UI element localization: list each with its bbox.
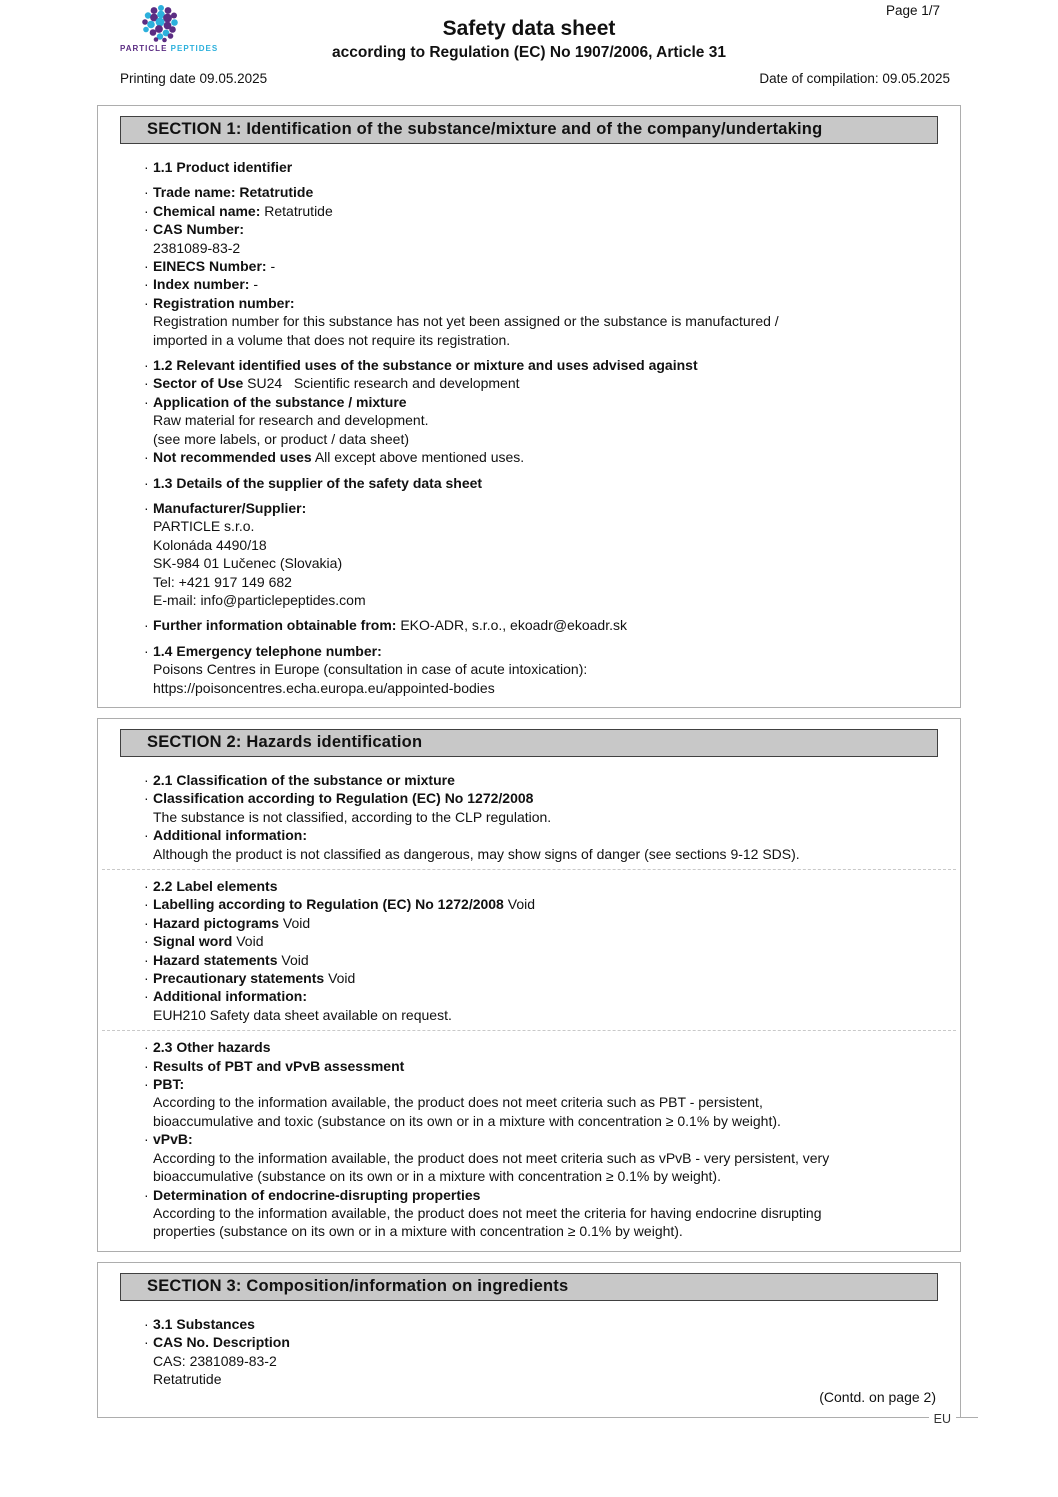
bold-label: CAS No. Description <box>153 1334 290 1351</box>
text-line <box>144 1112 936 1130</box>
value-text: Kolonáda 4490/18 <box>153 536 267 553</box>
text-line <box>144 1333 936 1351</box>
text-line <box>144 275 936 293</box>
text-line <box>144 220 936 238</box>
bullet-dot: · <box>144 951 149 968</box>
value-text: Retatrutide <box>153 1370 222 1387</box>
section-header: SECTION 2: Hazards identification <box>120 729 938 757</box>
value-text: All except above mentioned uses. <box>311 449 525 466</box>
text-line <box>144 1370 936 1388</box>
text-line <box>144 895 936 913</box>
bullet-dot: · <box>144 771 149 788</box>
bullet-dot: · <box>144 184 149 201</box>
bullet-dot: · <box>144 1057 149 1074</box>
bullet-dot: · <box>144 276 149 293</box>
bold-label: Labelling according to Regulation (EC) No 1272/2008 <box>153 896 504 913</box>
value-text: According to the information available, the product does not meet criteria such as vPvB - very persistent, very <box>153 1149 830 1166</box>
value-text: EUH210 Safety data sheet available on request. <box>153 1006 452 1023</box>
text-line <box>144 430 936 448</box>
value-text: https://poisoncentres.echa.europa.eu/appointed-bodies <box>153 679 495 696</box>
text-line <box>144 877 936 895</box>
value-text: 2381089-83-2 <box>153 239 241 256</box>
value-text: Poisons Centres in Europe (consultation in case of acute intoxication): <box>153 661 588 678</box>
text-line <box>144 845 936 863</box>
text-line <box>144 808 936 826</box>
document-title-block <box>0 17 1058 62</box>
value-text: - <box>249 276 259 293</box>
text-line <box>144 331 936 349</box>
bullet-dot: · <box>144 1315 149 1332</box>
text-block <box>144 1038 936 1240</box>
bold-label: vPvB: <box>153 1131 193 1148</box>
bold-label: 3.1 Substances <box>153 1315 255 1332</box>
bold-label: Signal word <box>153 933 233 950</box>
text-line <box>144 1149 936 1167</box>
bold-label: Additional information: <box>153 827 307 844</box>
bullet-dot: · <box>144 474 149 491</box>
bold-label: Manufacturer/Supplier: <box>153 499 307 516</box>
bullet-dot: · <box>144 617 149 634</box>
section-box <box>97 1262 961 1426</box>
dates-row <box>120 71 950 86</box>
document-subtitle: according to Regulation (EC) No 1907/2006, Article 31 <box>332 44 726 61</box>
text-line <box>144 573 936 591</box>
text-line <box>144 1315 936 1333</box>
bold-label: PBT: <box>153 1076 185 1093</box>
bullet-dot: · <box>144 221 149 238</box>
value-text: (Contd. on page 2) <box>819 1389 936 1406</box>
bold-label: 1.4 Emergency telephone number: <box>153 642 382 659</box>
value-text: Void <box>503 896 535 913</box>
value-text: E-mail: info@particlepeptides.com <box>153 591 366 608</box>
bold-label: 1.1 Product identifier <box>153 159 293 175</box>
text-line <box>144 591 936 609</box>
text-line <box>144 411 936 429</box>
bullet-dot: · <box>144 1131 149 1148</box>
text-block <box>144 158 936 176</box>
compilation-date-label: Date of compilation: 09.05.2025 <box>759 71 950 86</box>
text-line <box>144 257 936 275</box>
bold-label: Chemical name: <box>153 202 261 219</box>
printing-date-label: Printing date 09.05.2025 <box>120 71 268 86</box>
text-line <box>144 1075 936 1093</box>
text-line <box>144 1093 936 1111</box>
bold-label: Classification according to Regulation (EC) No 1272/2008 <box>153 790 534 807</box>
bullet-dot: · <box>144 159 149 175</box>
logo-word-peptides: PEPTIDES <box>170 44 219 53</box>
section-box <box>97 105 961 708</box>
page-number-label: Page 1/7 <box>885 3 940 18</box>
footer-rule-extension <box>960 1417 978 1418</box>
bold-label: 1.2 Relevant identified uses of the substance or mixture and uses advised against <box>153 357 698 374</box>
value-text: Raw material for research and development. <box>153 412 429 429</box>
value-text: Although the product is not classified as dangerous, may show signs of danger (see sections 9-12 SDS). <box>153 845 800 862</box>
text-block <box>144 1315 936 1407</box>
text-line <box>144 1130 936 1148</box>
value-text: properties (substance on its own or in a mixture with concentration ≥ 0.1% by weight). <box>153 1223 683 1240</box>
bold-label: 2.3 Other hazards <box>153 1039 271 1056</box>
text-block <box>144 499 936 609</box>
value-text: EKO-ADR, s.r.o., ekoadr@ekoadr.sk <box>396 617 627 634</box>
value-text: The substance is not classified, according to the CLP regulation. <box>153 808 552 825</box>
text-block <box>144 616 936 634</box>
bold-label: Additional information: <box>153 988 307 1005</box>
bold-label: Sector of Use <box>153 375 244 392</box>
text-block <box>144 771 936 863</box>
bullet-dot: · <box>144 970 149 987</box>
text-line <box>144 789 936 807</box>
bold-label: Hazard statements <box>153 951 278 968</box>
value-text: bioaccumulative (substance on its own or in a mixture with concentration ≥ 0.1% by weight). <box>153 1168 721 1185</box>
bullet-dot: · <box>144 499 149 516</box>
text-line <box>144 1057 936 1075</box>
text-line <box>144 517 936 535</box>
bold-label: Not recommended uses <box>153 449 312 466</box>
bold-label: Index number: <box>153 276 250 293</box>
dashed-separator <box>102 869 956 870</box>
bold-label: Application of the substance / mixture <box>153 393 407 410</box>
text-line <box>144 987 936 1005</box>
text-line <box>144 374 936 392</box>
bold-label: Determination of endocrine-disrupting properties <box>153 1186 481 1203</box>
text-line <box>144 1204 936 1222</box>
text-line <box>144 1038 936 1056</box>
text-line <box>144 771 936 789</box>
bold-label: Registration number: <box>153 294 295 311</box>
value-text: According to the information available, the product does not meet the criteria for having endocrine disrupting <box>153 1204 822 1221</box>
value-text: Void <box>277 951 309 968</box>
bullet-dot: · <box>144 878 149 894</box>
bullet-dot: · <box>144 988 149 1005</box>
text-line <box>144 448 936 466</box>
value-text: SK-984 01 Lučenec (Slovakia) <box>153 555 343 572</box>
text-block <box>144 356 936 466</box>
bold-label: EINECS Number: <box>153 258 267 275</box>
value-text: CAS: 2381089-83-2 <box>153 1352 277 1369</box>
bold-label: Results of PBT and vPvB assessment <box>153 1057 405 1074</box>
text-line <box>144 616 936 634</box>
text-block <box>144 877 936 1024</box>
text-line <box>144 660 936 678</box>
bold-label: Hazard pictograms <box>153 914 280 931</box>
value-text: Tel: +421 917 149 682 <box>153 573 292 590</box>
document-title: Safety data sheet <box>442 17 616 40</box>
text-line <box>144 239 936 257</box>
text-line <box>144 294 936 312</box>
bold-label: CAS Number: <box>153 221 245 238</box>
bold-label: Trade name: Retatrutide <box>153 184 314 201</box>
value-text: bioaccumulative and toxic (substance on its own or in a mixture with concentration ≥ 0.1% by weight). <box>153 1112 781 1129</box>
text-line <box>144 536 936 554</box>
section-body <box>98 156 960 707</box>
bold-label: 2.2 Label elements <box>153 878 278 894</box>
logo-word-particle: PARTICLE <box>120 44 168 53</box>
bullet-dot: · <box>144 642 149 659</box>
value-text: Void <box>279 914 311 931</box>
text-line <box>144 202 936 220</box>
value-text: imported in a volume that does not require its registration. <box>153 331 511 348</box>
value-text: (see more labels, or product / data sheet) <box>153 430 410 447</box>
value-text: SU24 Scientific research and development <box>243 375 520 392</box>
bullet-dot: · <box>144 375 149 392</box>
region-code-label: EU <box>929 1412 956 1426</box>
text-line <box>144 393 936 411</box>
bold-label: 1.3 Details of the supplier of the safety data sheet <box>153 474 483 491</box>
bullet-dot: · <box>144 914 149 931</box>
section-body <box>98 1313 960 1417</box>
bold-label: 2.1 Classification of the substance or mixture <box>153 771 455 788</box>
bullet-dot: · <box>144 357 149 374</box>
text-block <box>144 183 936 349</box>
bullet-dot: · <box>144 827 149 844</box>
text-line <box>144 554 936 572</box>
value-text: Retatrutide <box>260 202 333 219</box>
text-line <box>144 914 936 932</box>
bullet-dot: · <box>144 202 149 219</box>
text-line <box>144 1186 936 1204</box>
value-text: Void <box>324 970 356 987</box>
value-text: Void <box>232 933 264 950</box>
value-text: PARTICLE s.r.o. <box>153 518 255 535</box>
text-line <box>144 474 936 492</box>
text-line <box>144 312 936 330</box>
section-box <box>97 718 961 1252</box>
value-text: Registration number for this substance has not yet been assigned or the substance is manufactured / <box>153 313 779 330</box>
text-line <box>144 969 936 987</box>
bullet-dot: · <box>144 1039 149 1056</box>
bold-label: Precautionary statements <box>153 970 325 987</box>
text-block <box>144 474 936 492</box>
sections-container <box>97 105 961 1428</box>
section-header: SECTION 1: Identification of the substance/mixture and of the company/undertaking <box>120 116 938 144</box>
text-line <box>144 1222 936 1240</box>
bullet-dot: · <box>144 294 149 311</box>
bold-label: Further information obtainable from: <box>153 617 397 634</box>
text-line <box>144 356 936 374</box>
text-line <box>144 158 936 176</box>
text-line <box>144 1006 936 1024</box>
dashed-separator <box>102 1030 956 1031</box>
bullet-dot: · <box>144 1334 149 1351</box>
section-header: SECTION 3: Composition/information on ingredients <box>120 1273 938 1301</box>
bullet-dot: · <box>144 790 149 807</box>
value-text: - <box>266 258 276 275</box>
bullet-dot: · <box>144 393 149 410</box>
bullet-dot: · <box>144 449 149 466</box>
text-line <box>144 1167 936 1185</box>
section-body <box>98 769 960 1251</box>
text-line <box>144 1388 936 1406</box>
text-line <box>144 826 936 844</box>
value-text: According to the information available, the product does not meet criteria such as PBT - persistent, <box>153 1094 763 1111</box>
text-line <box>144 499 936 517</box>
text-line <box>144 951 936 969</box>
text-line <box>144 183 936 201</box>
bullet-dot: · <box>144 258 149 275</box>
bullet-dot: · <box>144 933 149 950</box>
bullet-dot: · <box>144 1076 149 1093</box>
bullet-dot: · <box>144 1186 149 1203</box>
text-line <box>144 679 936 697</box>
text-line <box>144 642 936 660</box>
text-line <box>144 932 936 950</box>
text-line <box>144 1352 936 1370</box>
text-block <box>144 642 936 697</box>
bullet-dot: · <box>144 896 149 913</box>
